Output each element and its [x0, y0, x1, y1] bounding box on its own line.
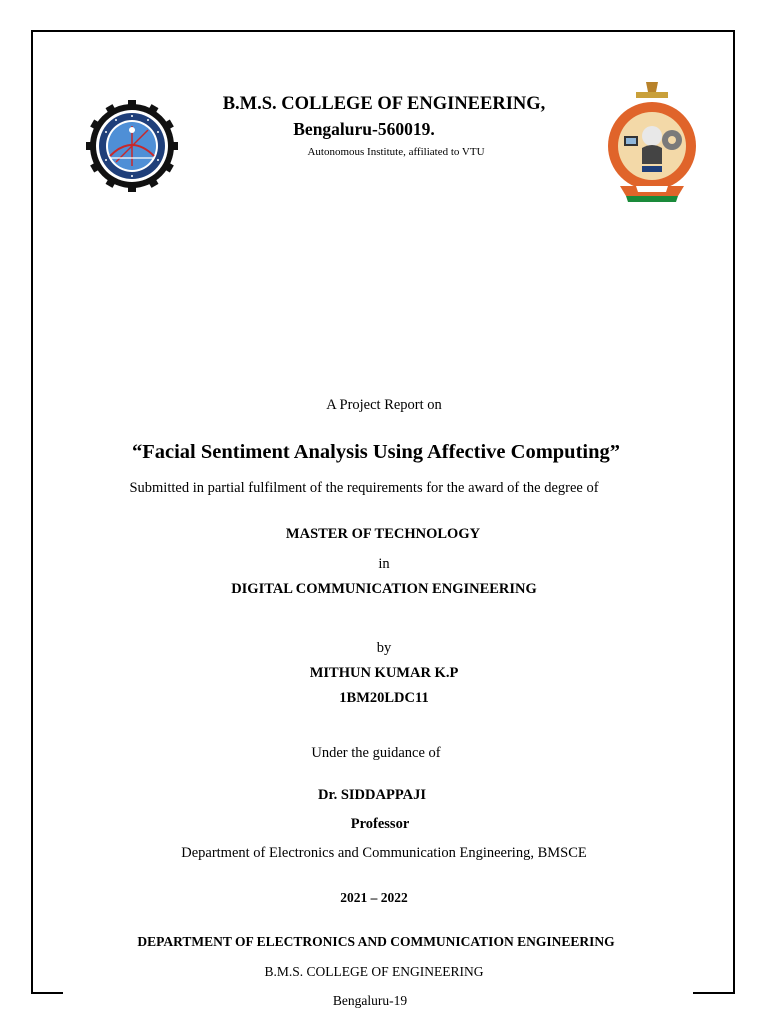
footer-college: B.M.S. COLLEGE OF ENGINEERING — [264, 964, 484, 979]
guide-designation: Professor — [350, 816, 410, 832]
guide-department: Department of Electronics and Communication Engineering, BMSCE — [181, 845, 587, 861]
college-name: B.M.S. COLLEGE OF ENGINEERING, — [222, 94, 546, 114]
author-name: MITHUN KUMAR K.P — [309, 665, 459, 681]
author-usn: 1BM20LDC11 — [339, 690, 429, 706]
degree-name: MASTER OF TECHNOLOGY — [285, 526, 481, 542]
guide-name: Dr. SIDDAPPAJI — [318, 787, 426, 803]
guide-intro: Under the guidance of — [311, 745, 441, 761]
college-city: Bengaluru-560019. — [293, 119, 435, 139]
author-by: by — [376, 640, 392, 656]
degree-specialization: DIGITAL COMMUNICATION ENGINEERING — [231, 581, 537, 597]
footer-city: Bengaluru-19 — [332, 993, 408, 1008]
degree-in: in — [378, 556, 390, 572]
report-title: “Facial Sentiment Analysis Using Affective Computing” — [131, 441, 621, 463]
report-intro: A Project Report on — [326, 397, 442, 413]
academic-year: 2021 – 2022 — [340, 890, 408, 905]
college-affiliation: Autonomous Institute, affiliated to VTU — [307, 146, 485, 158]
footer-department: DEPARTMENT OF ELECTRONICS AND COMMUNICATION ENGINEERING — [137, 934, 615, 949]
report-submission-text: Submitted in partial fulfilment of the requirements for the award of the degree of — [129, 480, 599, 496]
